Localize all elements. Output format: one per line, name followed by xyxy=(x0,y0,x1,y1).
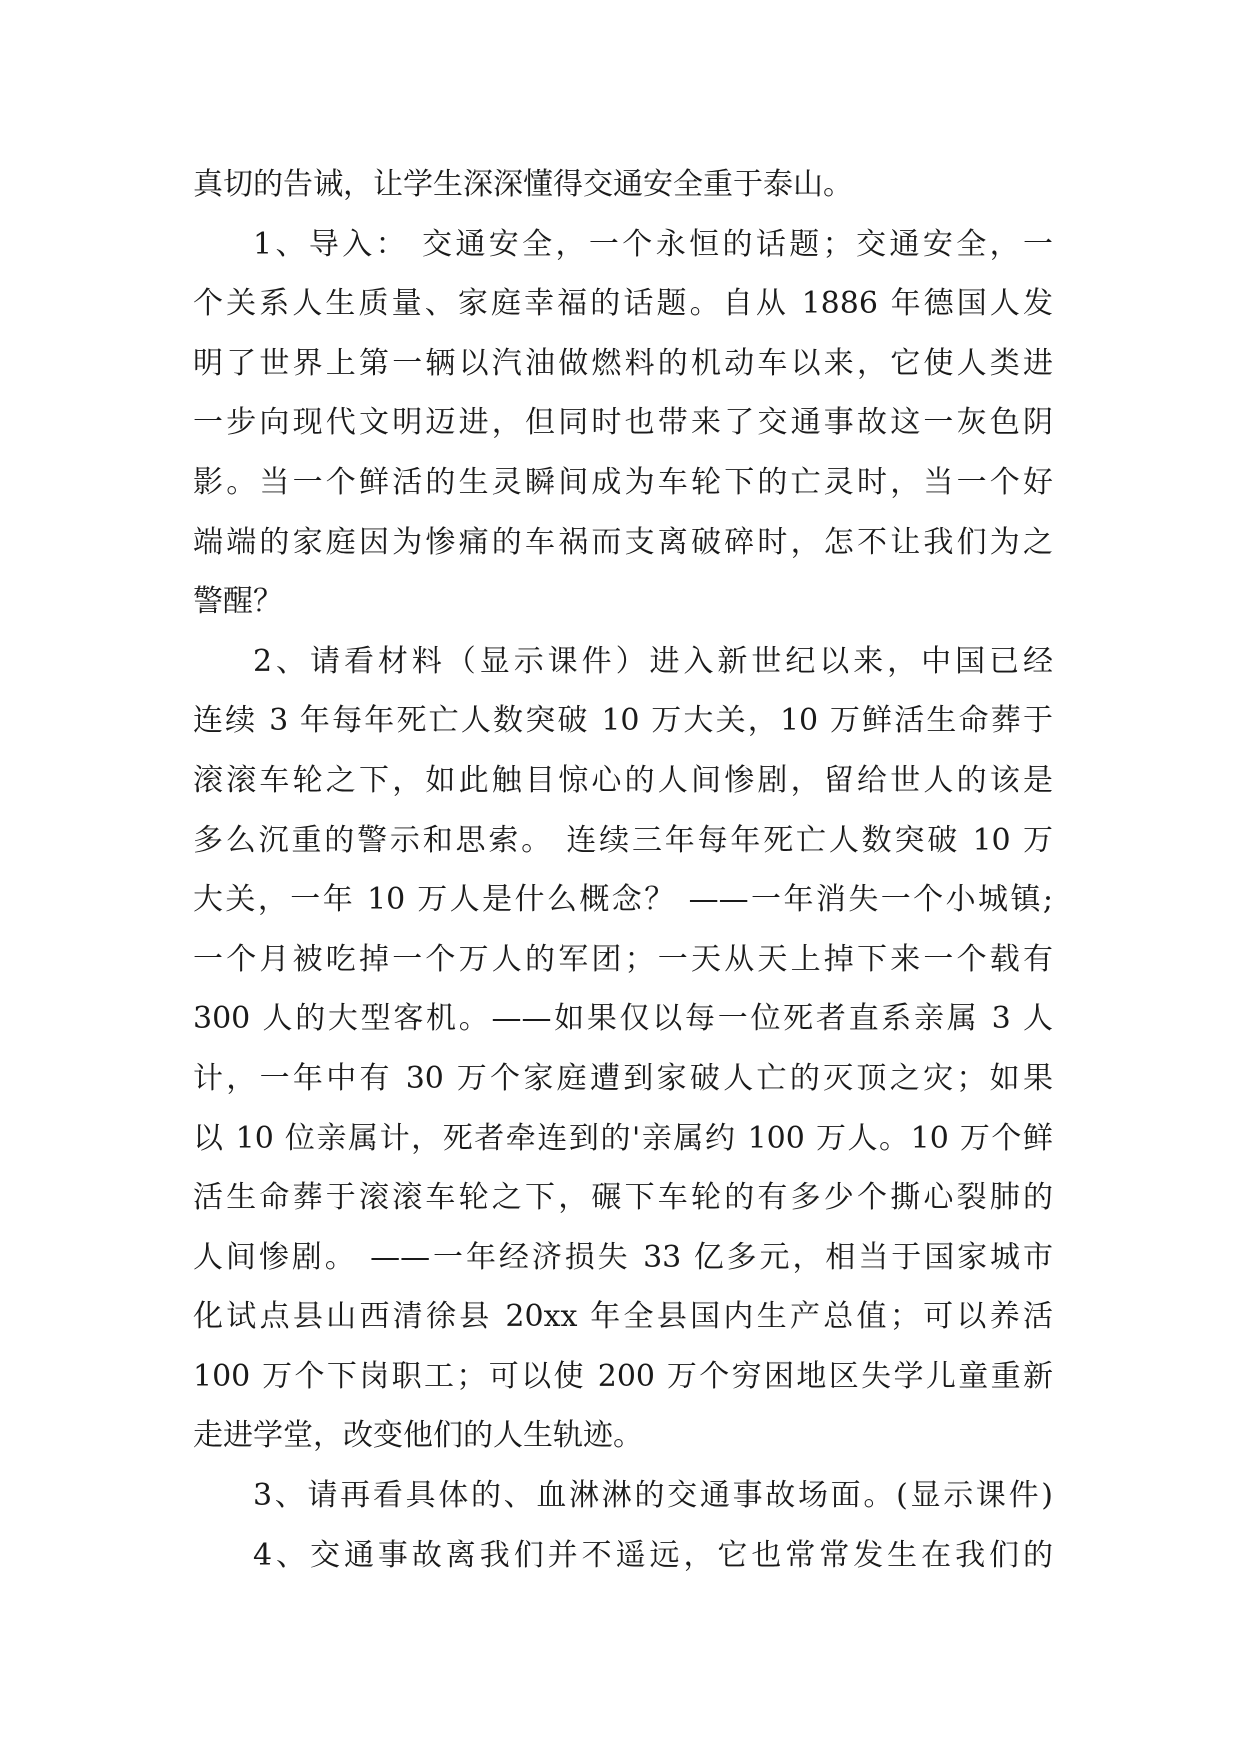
document-body xyxy=(193,155,1053,1585)
paragraph-line: 3、请再看具体的、血淋淋的交通事故场面。(显示课件) xyxy=(253,1478,1053,1514)
paragraph-line: 300 人的大型客机。——如果仅以每一位死者直系亲属 3 人 xyxy=(193,1001,1053,1037)
paragraph-line: 100 万个下岗职工；可以使 200 万个穷困地区失学儿童重新 xyxy=(193,1358,1053,1394)
paragraph-line: 真切的告诫，让学生深深懂得交通安全重于泰山。 xyxy=(193,167,853,202)
paragraph-line: 计，一年中有 30 万个家庭遭到家破人亡的灭顶之灾；如果 xyxy=(193,1060,1053,1096)
paragraph-line: 人间惨剧。 ——一年经济损失 33 亿多元，相当于国家城市 xyxy=(193,1239,1053,1275)
paragraph-line: 活生命葬于滚滚车轮之下，碾下车轮的有多少个撕心裂肺的 xyxy=(193,1180,1053,1216)
paragraph-line: 走进学堂，改变他们的人生轨迹。 xyxy=(193,1418,643,1454)
paragraph-line: 1、导入： 交通安全，一个永恒的话题；交通安全，一 xyxy=(253,226,1053,262)
paragraph-line: 明了世界上第一辆以汽油做燃料的机动车以来，它使人类进 xyxy=(193,345,1053,381)
paragraph-line: 大关，一年 10 万人是什么概念？ ——一年消失一个小城镇; xyxy=(193,882,1053,918)
paragraph-line: 一步向现代文明迈进，但同时也带来了交通事故这一灰色阴 xyxy=(193,405,1053,441)
paragraph-line: 影。当一个鲜活的生灵瞬间成为车轮下的亡灵时，当一个好 xyxy=(193,464,1053,500)
paragraph-line: 一个月被吃掉一个万人的军团；一天从天上掉下来一个载有 xyxy=(193,941,1053,977)
paragraph-line: 连续 3 年每年死亡人数突破 10 万大关，10 万鲜活生命葬于 xyxy=(193,703,1053,739)
paragraph-line: 滚滚车轮之下，如此触目惊心的人间惨剧，留给世人的该是 xyxy=(193,762,1053,798)
paragraph-line: 端端的家庭因为惨痛的车祸而支离破碎时，怎不让我们为之 xyxy=(193,524,1053,560)
paragraph-line: 化试点县山西清徐县 20xx 年全县国内生产总值；可以养活 xyxy=(193,1299,1053,1335)
paragraph-line: 警醒？ xyxy=(193,584,283,620)
paragraph-line: 2、请看材料（显示课件）进入新世纪以来，中国已经 xyxy=(253,643,1053,679)
paragraph-line: 以 10 位亲属计，死者牵连到的'亲属约 100 万人。10 万个鲜 xyxy=(193,1120,1053,1156)
paragraph-line: 4、交通事故离我们并不遥远，它也常常发生在我们的 xyxy=(253,1537,1053,1573)
paragraph-line: 多么沉重的警示和思索。 连续三年每年死亡人数突破 10 万 xyxy=(193,822,1053,858)
paragraph-line: 个关系人生质量、家庭幸福的话题。自从 1886 年德国人发 xyxy=(193,286,1053,322)
